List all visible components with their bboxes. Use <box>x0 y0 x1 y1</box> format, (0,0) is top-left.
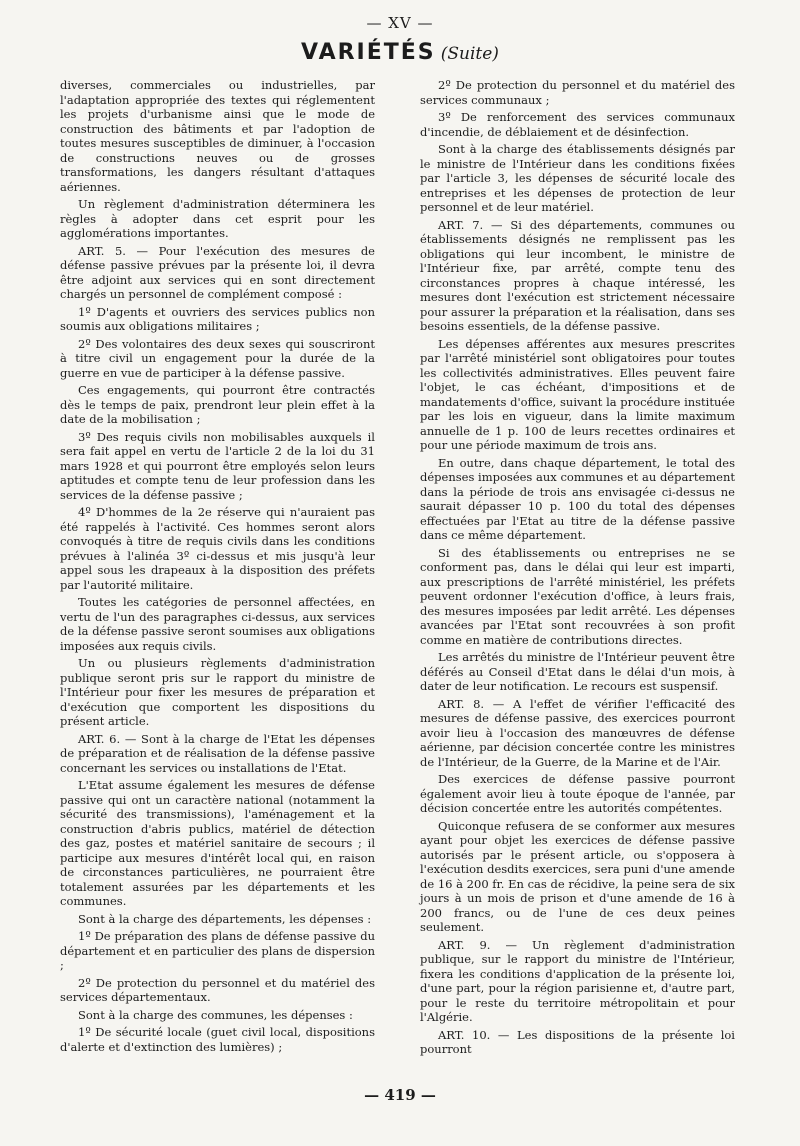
paragraph: 1º De préparation des plans de défense passive du département et en particulier des plans de dispersion ; <box>60 929 375 972</box>
paragraph: 2º De protection du personnel et du matériel des services communaux ; <box>420 78 735 107</box>
paragraph: Ces engagements, qui pourront être contractés dès le temps de paix, prendront leur plein effet à la date de la mobilisation ; <box>60 383 375 426</box>
paragraph: 1º D'agents et ouvriers des services publics non soumis aux obligations militaires ; <box>60 304 375 333</box>
paragraph: 2º De protection du personnel et du matériel des services départementaux. <box>60 975 375 1004</box>
paragraph: L'Etat assume également les mesures de défense passive qui ont un caractère national (notamment la sécurité des transmissions), l'aménagement et la construction d'abris publics, matériel de détection des gaz, postes et matériel sanitaire de secours ; il participe aux mesures d'intérêt local qui, en raison de circonstances particulières, ne pourraient être totalement assurées par les départements et les communes. <box>60 778 375 908</box>
right-column <box>420 78 735 1060</box>
paragraph: Quiconque refusera de se conformer aux mesures ayant pour objet les exercices de défense passive autorisés par le présent article, ou s'opposera à l'exécution desdits exercices, sera puni d'une amende de 16 à 200 fr. En cas de récidive, la peine sera de six jours à un mois de prison et d'une amende de 16 à 200 francs, ou de l'une de ces deux peines seulement. <box>420 818 735 934</box>
paragraph: Un règlement d'administration déterminera les règles à adopter dans cet esprit pour les agglomérations importantes. <box>60 197 375 240</box>
paragraph: Les arrêtés du ministre de l'Intérieur peuvent être déférés au Conseil d'Etat dans le délai d'un mois, à dater de leur notification. Le recours est suspensif. <box>420 650 735 693</box>
paragraph: 3º De renforcement des services communaux d'incendie, de déblaiement et de désinfection. <box>420 110 735 139</box>
paragraph: En outre, dans chaque département, le total des dépenses imposées aux communes et au département dans la période de trois ans envisagée ci-dessus ne saurait dépasser 10 p. 100 du total des dépenses effectuées par l'Etat au titre de la défense passive dans ce même département. <box>420 455 735 542</box>
paragraph: 2º Des volontaires des deux sexes qui souscriront à titre civil un engagement pour la durée de la guerre en vue de participer à la défense passive. <box>60 336 375 380</box>
paragraph: ART. 5. — Pour l'exécution des mesures de défense passive prévues par la présente loi, il devra être adjoint aux services qui en sont directement chargés un personnel de complément composé : <box>60 243 375 301</box>
paragraph: ART. 6. — Sont à la charge de l'Etat les dépenses de préparation et de réalisation de la défense passive concernant les services ou installations de l'Etat. <box>60 731 375 775</box>
paragraph: Sont à la charge des établissements désignés par le ministre de l'Intérieur dans les conditions fixées par l'article 3, les dépenses de sécurité locale des entreprises et les dépenses de protection de leur personnel et de leur matériel. <box>420 142 735 214</box>
paragraph: ART. 7. — Si des départements, communes ou établissements désignés ne remplissent pas les obligations qui leur incombent, le ministre de l'Intérieur fixe, par arrêté, compte tenu des circonstances propres à chaque intéressé, les mesures dont l'exécution est strictement nécessaire pour assurer la préparation et la réalisation, dans ses besoins essentiels, de la défense passive. <box>420 217 735 333</box>
left-column <box>60 78 375 1057</box>
paragraph: 3º Des requis civils non mobilisables auxquels il sera fait appel en vertu de l'article 2 de la loi du 31 mars 1928 et qui pourront être employés selon leurs aptitudes et compte tenu de leur profession dans les services de la défense passive ; <box>60 429 375 502</box>
roman-folio: — XV — <box>366 14 434 32</box>
paragraph: Sont à la charge des communes, les dépenses : <box>78 1007 353 1022</box>
paragraph: ART. 8. — A l'effet de vérifier l'efficacité des mesures de défense passive, des exercices pourront avoir lieu à l'occasion des manœuvres de défense aérienne, par décision concertée contre les ministres de l'Intérieur, de la Guerre, de la Marine et de l'Air. <box>420 696 735 769</box>
paragraph: Des exercices de défense passive pourront également avoir lieu à toute époque de l'année, par décision concertée entre les autorités compétentes. <box>420 772 735 815</box>
paragraph: Sont à la charge des départements, les dépenses : <box>78 911 372 926</box>
paragraph: Toutes les catégories de personnel affectées, en vertu de l'un des paragraphes ci-dessus, aux services de la défense passive seront soumises aux obligations imposées aux requis civils. <box>60 595 375 653</box>
section-title-suite: (Suite) <box>440 44 499 64</box>
paragraph: 1º De sécurité locale (guet civil local, dispositions d'alerte et d'extinction des lumières) ; <box>60 1025 375 1054</box>
paragraph: ART. 9. — Un règlement d'administration publique, sur le rapport du ministre de l'Intérieur, fixera les conditions d'application de la présente loi, d'une part, pour la région parisienne et, d'autre part, pour le reste du territoire métropolitain et pour l'Algérie. <box>420 937 735 1024</box>
paragraph: 4º D'hommes de la 2e réserve qui n'auraient pas été rappelés à l'activité. Ces hommes seront alors convoqués à titre de requis civils dans les conditions prévues à l'alinéa 3º ci-dessus et mis jusqu'à leur appel sous les drapeaux à la disposition des préfets par l'autorité militaire. <box>60 505 375 592</box>
paragraph: Un ou plusieurs règlements d'administration publique seront pris sur le rapport du ministre de l'Intérieur pour fixer les mesures de préparation et d'exécution que comportent les dispositions du présent article. <box>60 656 375 728</box>
paragraph: diverses, commerciales ou industrielles, par l'adaptation appropriée des textes qui réglementent les projets d'urbanisme ainsi que le mode de construction des bâtiments et par l'adoption de toutes mesures susceptibles de diminuer, à l'occasion de constructions neuves ou de grosses transformations, les dangers résultant d'attaques aériennes. <box>60 78 375 194</box>
page-number: — 419 — <box>364 1086 436 1104</box>
section-title-main: VARIÉTÉS <box>301 40 436 65</box>
paragraph: Si des établissements ou entreprises ne se conforment pas, dans le délai qui leur est imparti, aux prescriptions de l'arrêté ministériel, les préfets peuvent ordonner l'exécution d'office, à leurs frais, des mesures imposées par ledit arrêté. Les dépenses avancées par l'Etat sont recouvrées à son profit comme en matière de contributions directes. <box>420 545 735 647</box>
section-title <box>0 40 800 65</box>
paragraph: Les dépenses afférentes aux mesures prescrites par l'arrêté ministériel sont obligatoires pour toutes les collectivités administratives. Elles peuvent faire l'objet, le cas échéant, d'impositions et de mandatements d'office, suivant la procédure instituée par les lois en vigueur, dans la limite maximum annuelle de 1 p. 100 de leurs recettes ordinaires et pour une période maximum de trois ans. <box>420 336 735 452</box>
paragraph: ART. 10. — Les dispositions de la présente loi pourront <box>420 1027 735 1056</box>
